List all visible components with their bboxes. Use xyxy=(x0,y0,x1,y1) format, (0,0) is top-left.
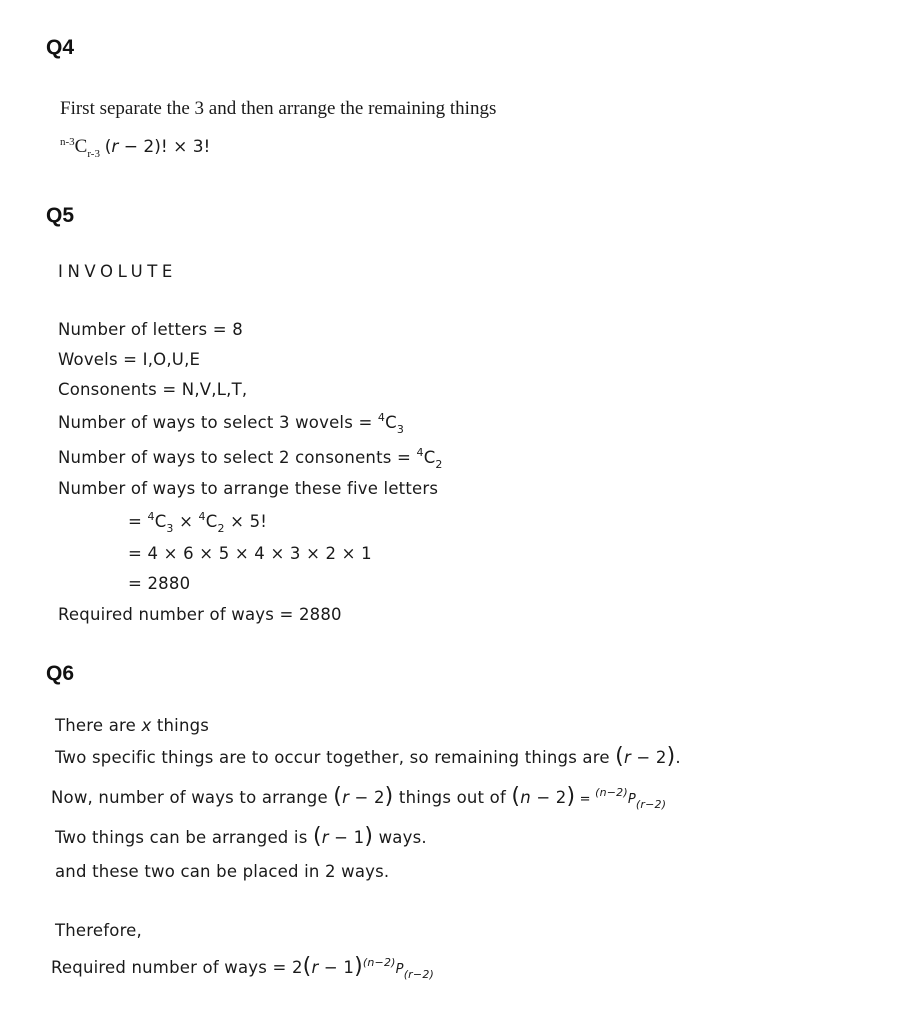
q5-step1-sub2: 2 xyxy=(217,522,225,535)
q4-formula-mid: − 2 xyxy=(118,137,155,157)
q5-select-cons-sub: 2 xyxy=(435,458,443,471)
q6-l3-open2: ( xyxy=(511,784,521,809)
q6-l3-close: ) xyxy=(384,784,394,809)
q5-letters-line: Number of letters = 8 xyxy=(58,320,243,339)
q4-heading: Q4 xyxy=(46,36,75,59)
q6-l2-close: ) xyxy=(666,744,676,769)
q6-line7 xyxy=(51,954,435,981)
q6-l7-var: r xyxy=(311,958,319,977)
q6-l2-open: ( xyxy=(615,744,624,769)
q5-step1-times: × xyxy=(173,512,199,531)
q4-formula xyxy=(60,136,210,158)
q6-l7-sub: (r−2) xyxy=(403,968,435,981)
q4-formula-sup: n-3 xyxy=(60,136,75,148)
q5-select-vowels-text: Number of ways to select 3 wovels = xyxy=(58,413,378,432)
q4-formula-c: C xyxy=(74,136,88,157)
q6-l1-b: things xyxy=(151,716,210,735)
q6-l1-a: There are xyxy=(55,716,142,735)
q5-select-cons-c: C xyxy=(423,448,436,467)
q5-step1-c2: C xyxy=(205,512,218,531)
q5-vowels-line: Wovels = I,O,U,E xyxy=(58,350,201,369)
q5-select-cons-sup: 4 xyxy=(416,446,424,459)
q5-step1-sup2: 4 xyxy=(198,510,206,523)
q6-l4-var: r xyxy=(321,828,329,847)
q5-result: Required number of ways = 2880 xyxy=(58,605,342,624)
q6-l3-mid2: − 2 xyxy=(530,788,567,807)
q5-heading: Q5 xyxy=(46,204,75,227)
q4-formula-open: ( xyxy=(104,137,112,157)
q6-l7-p: P xyxy=(395,962,404,977)
q6-heading: Q6 xyxy=(46,662,75,685)
q5-step1-c1: C xyxy=(154,512,167,531)
q6-line3 xyxy=(51,784,667,811)
q4-formula-sub: r-3 xyxy=(87,148,100,160)
q5-select-vowels-sub: 3 xyxy=(396,423,405,436)
q6-l3-sup: (n−2) xyxy=(595,786,628,799)
q6-l7-sup: (n−2) xyxy=(362,956,396,969)
q6-line5: and these two can be placed in 2 ways. xyxy=(55,862,390,881)
q5-step2: = 4 × 6 × 5 × 4 × 3 × 2 × 1 xyxy=(128,544,372,563)
q6-l3-a: Now, number of ways to arrange xyxy=(51,788,334,807)
q6-l3-close2: ) xyxy=(566,784,576,809)
q6-l3-p: P xyxy=(627,792,636,807)
q6-line2 xyxy=(55,744,681,769)
q6-l3-b: things out of xyxy=(393,788,512,807)
q5-word: INVOLUTE xyxy=(58,262,177,281)
q5-select-vowels-sup: 4 xyxy=(377,411,386,424)
q5-select-cons-text: Number of ways to select 2 consonents = xyxy=(58,448,417,467)
q5-step1 xyxy=(128,510,268,535)
q5-consonants-line: Consonents = N,V,L,T, xyxy=(58,380,248,399)
q6-line6: Therefore, xyxy=(55,921,142,940)
q6-l2-text: Two specific things are to occur together, so remaining things are xyxy=(55,748,616,767)
q6-l2-mid: − 2 xyxy=(630,748,667,767)
q4-formula-tail: ! × 3! xyxy=(160,137,211,157)
q6-l3-sub: (r−2) xyxy=(635,798,667,811)
q6-l4-mid: − 1 xyxy=(328,828,365,847)
q6-l4-b: ways. xyxy=(373,828,427,847)
q6-l4-open: ( xyxy=(312,824,322,849)
q5-step1-eq: = xyxy=(128,512,148,531)
q6-l7-mid: − 1 xyxy=(318,958,355,977)
q6-l3-eq: = xyxy=(575,792,596,807)
q6-l1-var: x xyxy=(141,716,152,735)
q5-select-vowels-c: C xyxy=(385,413,397,432)
q6-l4-a: Two things can be arranged is xyxy=(55,828,313,847)
q6-line1 xyxy=(55,716,209,735)
q6-l2-end: . xyxy=(675,748,681,767)
q6-l3-open: ( xyxy=(333,784,343,809)
q4-formula-var: r xyxy=(111,137,119,157)
q6-l2-var: r xyxy=(623,748,631,767)
q5-step3: = 2880 xyxy=(128,574,191,593)
q6-l7-open: ( xyxy=(302,954,312,979)
q6-line4 xyxy=(55,824,427,849)
q4-formula-close: ) xyxy=(154,137,161,157)
q5-select-cons xyxy=(58,446,443,471)
q5-step1-sub1: 3 xyxy=(166,522,174,535)
q5-step1-sup1: 4 xyxy=(147,510,155,523)
q5-select-vowels xyxy=(58,411,405,436)
q5-arrange-text: Number of ways to arrange these five letters xyxy=(58,479,439,498)
q6-l7-close: ) xyxy=(354,954,363,979)
q6-l4-close: ) xyxy=(364,824,374,849)
q6-l7-a: Required number of ways = 2 xyxy=(51,958,303,977)
q6-l3-mid: − 2 xyxy=(349,788,385,807)
q5-step1-tail: × 5! xyxy=(224,512,268,531)
q4-text: First separate the 3 and then arrange the remaining things xyxy=(60,98,497,119)
q6-l3-var: r xyxy=(342,788,350,807)
q6-l3-var2: n xyxy=(520,788,531,807)
